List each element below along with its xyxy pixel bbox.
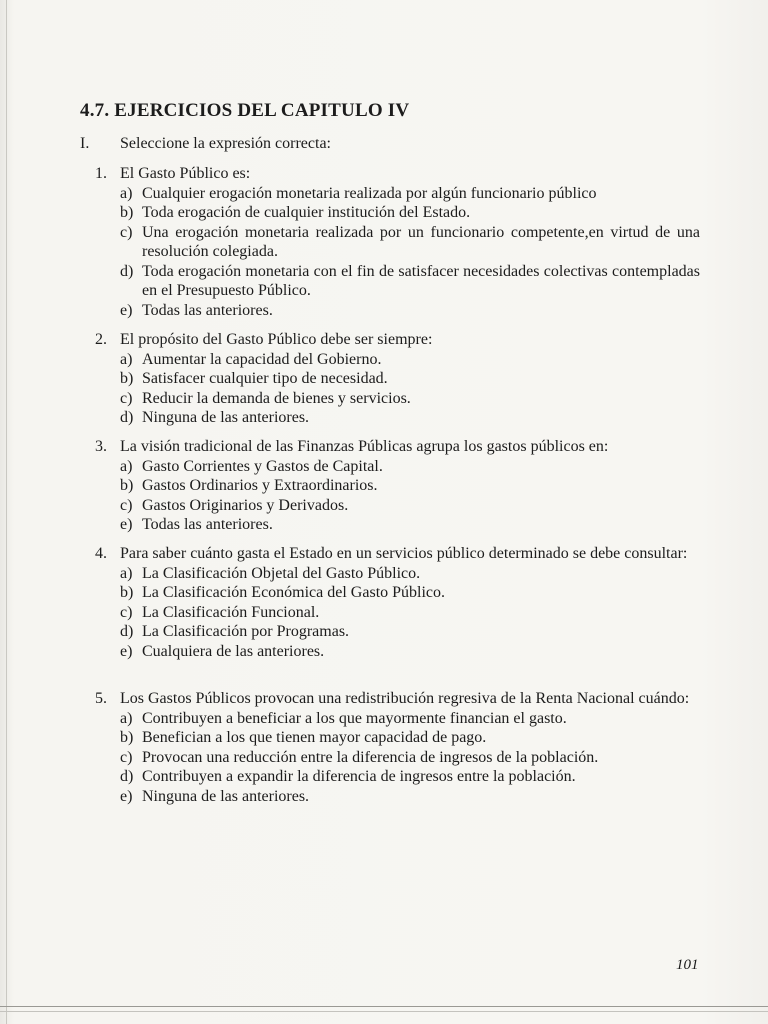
option-5b <box>120 728 700 748</box>
option-letter: b) <box>120 584 134 601</box>
option-text: Cualquier erogación monetaria realizada por algún funcionario público <box>142 184 597 202</box>
option-5c <box>120 748 700 768</box>
option-text: Gastos Ordinarios y Extraordinarios. <box>142 477 378 494</box>
option-5e <box>120 787 700 807</box>
section-number: I. <box>80 135 90 152</box>
option-letter: d) <box>120 262 134 280</box>
option-1a <box>120 184 700 204</box>
option-4e <box>120 642 700 662</box>
question-number: 1. <box>95 165 107 182</box>
question-4 <box>95 544 700 661</box>
section-text: Seleccione la expresión correcta: <box>120 135 331 152</box>
option-letter: a) <box>120 564 133 582</box>
option-letter: c) <box>120 603 133 621</box>
option-letter: b) <box>120 477 134 494</box>
option-letter: e) <box>120 301 133 319</box>
option-text: Toda erogación monetaria con el fin de satisfacer necesidades colectivas contempladas en el Presupuesto Público. <box>142 262 700 299</box>
option-letter: a) <box>120 709 133 727</box>
option-text: Ninguna de las anteriores. <box>142 409 310 426</box>
option-text: Contribuyen a beneficiar a los que mayormente financian el gasto. <box>142 709 567 727</box>
option-4d <box>120 622 700 642</box>
option-3a <box>120 457 705 477</box>
question-number: 5. <box>95 690 107 707</box>
option-1b <box>120 203 700 223</box>
option-letter: a) <box>120 457 133 475</box>
option-5d <box>120 767 700 787</box>
option-letter: e) <box>120 516 133 533</box>
option-text: Una erogación monetaria realizada por un funcionario competente,en virtud de una resolución colegiada. <box>142 223 700 260</box>
option-2a <box>120 350 700 370</box>
option-text: La Clasificación por Programas. <box>142 623 350 640</box>
option-text: Provocan una reducción entre la diferencia de ingresos de la población. <box>142 748 599 766</box>
option-text: Aumentar la capacidad del Gobierno. <box>142 350 382 368</box>
option-letter: a) <box>120 350 133 368</box>
option-letter: c) <box>120 748 133 766</box>
option-letter: c) <box>120 496 133 514</box>
option-letter: b) <box>120 729 134 746</box>
option-text: La Clasificación Funcional. <box>142 603 320 621</box>
option-text: Todas las anteriores. <box>142 301 273 319</box>
question-1 <box>95 164 700 320</box>
option-1e <box>120 301 700 321</box>
option-4a <box>120 564 700 584</box>
option-letter: b) <box>120 370 134 387</box>
question-stem: La visión tradicional de las Finanzas Públicas agrupa los gastos públicos en: <box>120 438 609 455</box>
option-4c <box>120 603 700 623</box>
option-1c <box>120 223 700 262</box>
option-2b <box>120 369 700 389</box>
option-text: Toda erogación de cualquier institución del Estado. <box>142 204 471 221</box>
option-4b <box>120 583 700 603</box>
question-stem: Para saber cuánto gasta el Estado en un servicios público determinado se debe consultar: <box>120 545 688 562</box>
chapter-heading: 4.7. EJERCICIOS DEL CAPITULO IV <box>80 100 410 121</box>
option-text: La Clasificación Económica del Gasto Público. <box>142 584 446 601</box>
option-letter: d) <box>120 768 134 785</box>
question-stem: El Gasto Público es: <box>120 165 251 182</box>
option-5a <box>120 709 700 729</box>
option-letter: d) <box>120 623 134 640</box>
option-text: La Clasificación Objetal del Gasto Público. <box>142 564 421 582</box>
section-instruction <box>80 135 331 153</box>
option-letter: d) <box>120 409 134 426</box>
option-text: Todas las anteriores. <box>142 516 273 533</box>
question-stem: Los Gastos Públicos provocan una redistribución regresiva de la Renta Nacional cuándo: <box>120 690 690 707</box>
option-1d <box>120 262 700 301</box>
page-edge-shadow <box>6 0 7 1024</box>
option-letter: c) <box>120 223 133 241</box>
option-text: Reducir la demanda de bienes y servicios. <box>142 389 411 407</box>
bottom-rule-secondary <box>0 1011 768 1012</box>
option-text: Contribuyen a expandir la diferencia de ingresos entre la población. <box>142 768 576 785</box>
option-letter: e) <box>120 642 133 660</box>
option-3b <box>120 476 705 496</box>
option-text: Benefician a los que tienen mayor capacidad de pago. <box>142 729 487 746</box>
bottom-rule <box>0 1006 768 1007</box>
question-3 <box>95 437 705 535</box>
option-text: Gasto Corrientes y Gastos de Capital. <box>142 457 383 475</box>
question-stem: El propósito del Gasto Público debe ser siempre: <box>120 331 433 348</box>
option-letter: a) <box>120 184 133 202</box>
option-3e <box>120 515 705 535</box>
option-text: Cualquiera de las anteriores. <box>142 642 325 660</box>
option-3c <box>120 496 705 516</box>
option-text: Satisfacer cualquier tipo de necesidad. <box>142 370 388 387</box>
option-2d <box>120 408 700 428</box>
question-2 <box>95 330 700 428</box>
question-number: 3. <box>95 438 107 455</box>
option-letter: e) <box>120 787 133 805</box>
question-5 <box>95 689 700 806</box>
option-text: Ninguna de las anteriores. <box>142 787 310 805</box>
question-number: 4. <box>95 545 107 562</box>
question-number: 2. <box>95 331 107 348</box>
option-2c <box>120 389 700 409</box>
option-letter: b) <box>120 204 134 221</box>
page-number: 101 <box>676 957 699 973</box>
option-text: Gastos Originarios y Derivados. <box>142 496 349 514</box>
option-letter: c) <box>120 389 133 407</box>
